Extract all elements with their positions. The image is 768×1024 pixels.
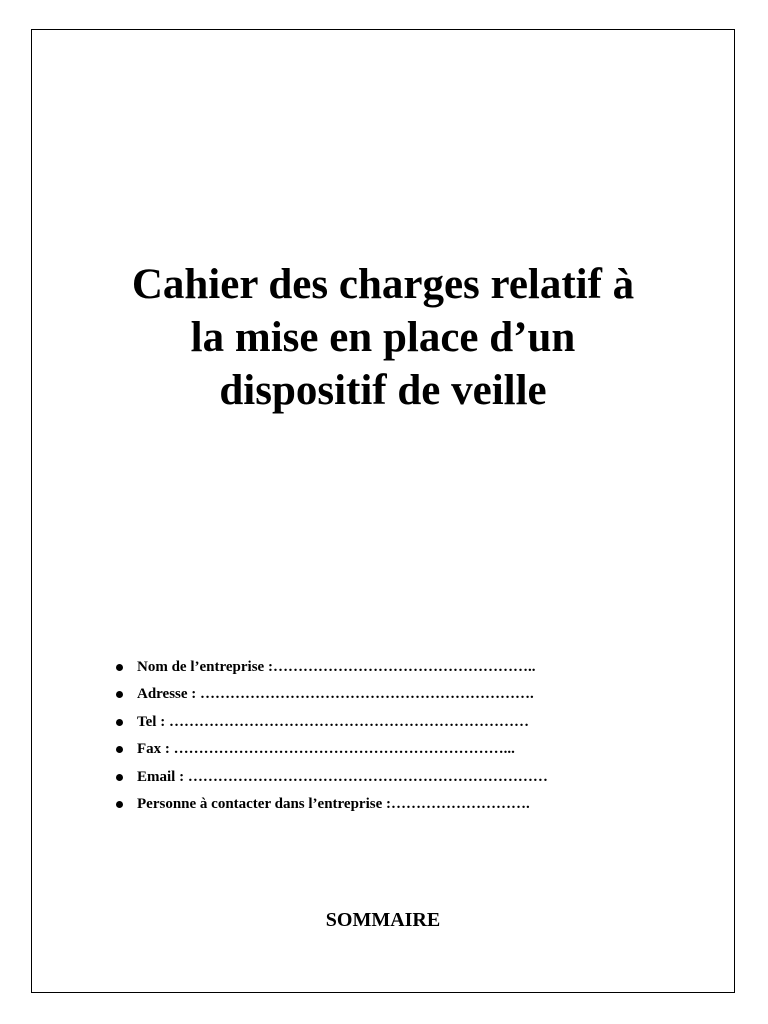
bullet-icon <box>116 801 123 808</box>
bullet-icon <box>116 691 123 698</box>
field-company-name-text: Nom de l’entreprise :…………………………………………….. <box>137 659 536 675</box>
field-tel-text: Tel : ……………………………………………………………… <box>137 713 529 730</box>
bullet-icon <box>116 664 123 671</box>
document-title <box>0 258 766 417</box>
field-company-name <box>112 654 712 681</box>
field-email <box>112 764 712 791</box>
title-line-2: la mise en place d’un <box>190 314 576 361</box>
field-contact-person-text: Personne à contacter dans l’entreprise :………………………. <box>137 796 530 813</box>
title-line-1: Cahier des charges relatif à <box>131 261 635 308</box>
contact-fields-list <box>112 654 712 818</box>
page-frame <box>31 29 735 993</box>
title-line-3: dispositif de veille <box>219 367 547 414</box>
field-address-text: Adresse : …………………………………………………………. <box>137 686 534 703</box>
field-fax-text: Fax : …………………………………………………………... <box>137 741 515 758</box>
field-email-text: Email : ……………………………………………………………… <box>137 768 548 785</box>
field-address <box>112 681 712 708</box>
field-tel <box>112 709 712 736</box>
summary-heading: SOMMAIRE <box>325 909 441 931</box>
field-fax <box>112 736 712 763</box>
field-contact-person <box>112 791 712 818</box>
bullet-icon <box>116 746 123 753</box>
bullet-icon <box>116 774 123 781</box>
bullet-icon <box>116 719 123 726</box>
